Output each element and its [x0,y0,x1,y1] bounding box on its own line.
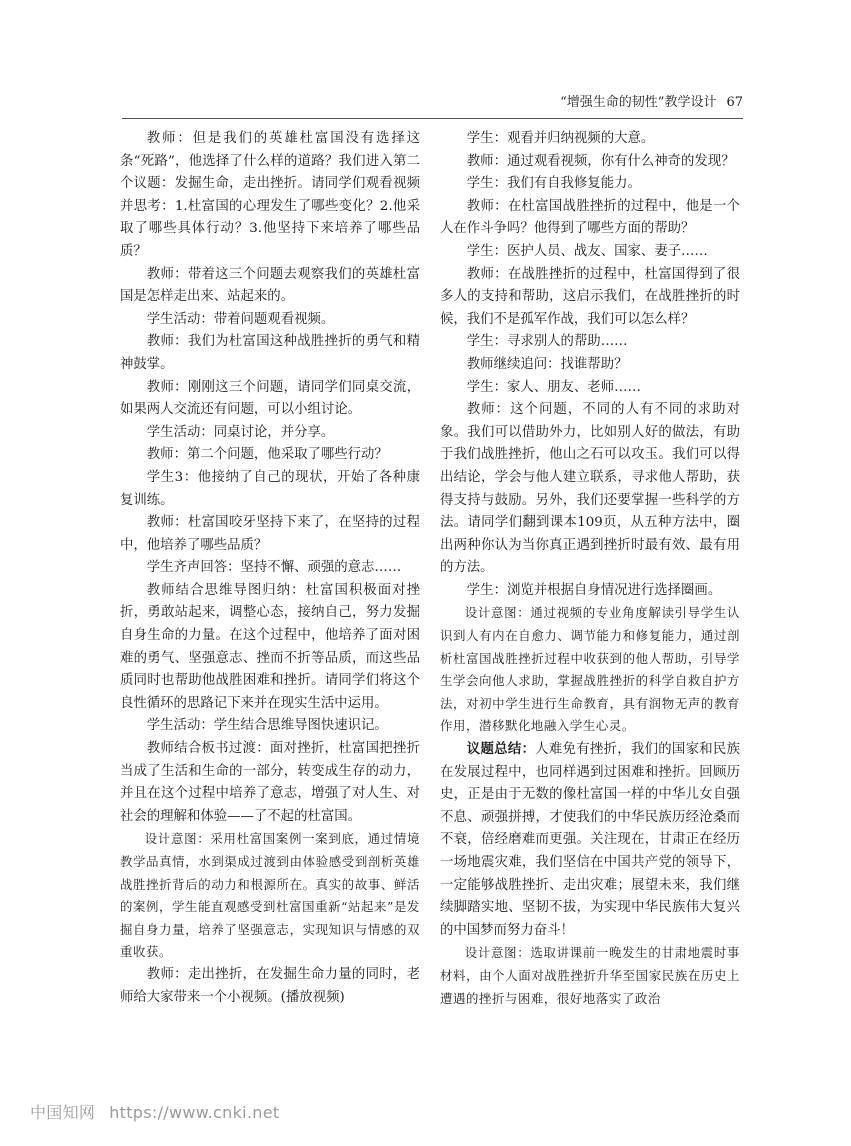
paragraph: 教师：杜富国咬牙坚持下来了，在坚持的过程中，他培养了哪些品质？ [120,515,420,553]
paragraph: 教师：在杜富国战胜挫折的过程中，他是一个人在作斗争吗？他得到了哪些方面的帮助？ [440,198,740,237]
design-intent-note: 设计意图：通过视频的专业角度解读引导学生认识到人有内在自愈力、调节能力和修复能力，通过剖析杜富国战胜挫折过程中收获到的他人帮助，引导学生学会向他人求助，掌握战胜挫折的科学自救自护方法，对初中学生进行生命教育，具有润物无声的教育作用，潜移默化地融入学生心灵。 [440,605,740,734]
paragraph: 学生3：他接纳了自己的现状，开始了各种康复训练。 [120,469,420,508]
cnki-watermark [30,1100,279,1123]
paragraph: 教师：带着这三个问题去观察我们的英雄杜富国是怎样走出来、站起来的。 [120,266,420,305]
header-title: “增强生命的韧性”教学设计 [560,95,717,110]
cnki-logo-text: 中国知网 [30,1103,96,1122]
paragraph: 教师：在战胜挫折的过程中，杜富国得到了很多人的支持和帮助，这启示我们，在战胜挫折的时候，我们不是孤军作战，我们可以怎么样？ [440,266,740,327]
summary-text: 人难免有挫折，我们的国家和民族在发展过程中，也同样遇到过困难和挫折。回顾历史，正是由于无数的像杜富国一样的中华儿女自强不息、顽强拼搏，才使我们的中华民族历经沧桑而不衰，倍经磨难而更强。关注现在，甘肃正在经历一场地震灾难，我们坚信在中国共产党的领导下，一定能够战胜挫折、走出灾难；展望未来，我们继续脚踏实地、坚韧不拔，为实现中华民族伟大复兴的中国梦而努力奋斗！ [440,742,741,938]
paragraph: 学生：我们有自我修复能力。 [466,176,641,192]
left-column [120,128,420,1009]
paragraph: 教师：通过观看视频，你有什么神奇的发现？ [466,153,735,169]
paragraph: 教师：刚刚这三个问题，请同学们同桌交流，如果两人交流还有问题，可以小组讨论。 [120,379,420,418]
right-column [440,128,740,1010]
page-number: 67 [726,95,743,110]
paragraph: 学生齐声回答：坚持不懈、顽强的意志…… [146,560,402,576]
paragraph: 教师结合板书过渡：面对挫折，杜富国把挫折当成了生活和生命的一部分，转变成生存的动力，并且在这个过程中培养了意志，增强了对人生、对社会的理解和体验——了不起的杜富国。 [120,741,420,824]
summary-label: 议题总结： [466,741,536,758]
paragraph: 教师：第二个问题，他采取了哪些行动？ [146,447,388,463]
paragraph: 教师：我们为杜富国这种战胜挫折的勇气和精神鼓掌。 [120,334,420,372]
paragraph: 学生：家人、朋友、老师…… [466,379,641,395]
paragraph: 教师：走出挫折，在发掘生命力量的同时，老师给大家带来一个小视频。(播放视频) [120,966,420,1005]
paragraph: 学生活动：带着问题观看视频。 [146,311,335,327]
paragraph: 学生：观看并归纳视频的大意。 [466,131,655,146]
paragraph: 学生：医护人员、战友、国家、妻子…… [466,243,708,259]
topic-summary [440,738,740,942]
paragraph: 教师继续追问：找谁帮助？ [466,356,628,372]
paragraph: 教师：但是我们的英雄杜富国没有选择这条“死路”，他选择了什么样的道路？我们进入第二个议题：发掘生命，走出挫折。请同学们观看视频并思考：1.杜富国的心理发生了哪些变化？2.他采取了哪些具体行动？3.他坚持下来培养了哪些品质？ [120,131,420,259]
running-header [122,92,743,119]
paragraph: 教师：这个问题，不同的人有不同的求助对象。我们可以借助外力，比如别人好的做法，有助于我们战胜挫折，他山之石可以攻玉。我们可以得出结论，学会与他人建立联系，寻求他人帮助，获得支持与鼓励。另外，我们还要掌握一些科学的方法。请同学们翻到课本109页，从五种方法中，圈出两种你认为当你真正遇到挫折时最有效、最有用的方法。 [440,402,740,576]
design-intent-note: 设计意图：选取讲课前一晚发生的甘肃地震时事材料，由个人面对战胜挫折升华至国家民族在历史上遭遇的挫折与困难，很好地落实了政治 [440,945,740,1006]
paragraph: 学生活动：学生结合思维导图快速识记。 [146,718,388,734]
paragraph: 学生活动：同桌讨论，并分享。 [146,424,335,440]
cnki-url: https://www.cnki.net [109,1103,280,1122]
paragraph: 教师结合思维导图归纳：杜富国积极面对挫折，勇敢站起来，调整心态，接纳自己，努力发掘自身生命的力量。在这个过程中，他培养了面对困难的勇气、坚强意志、挫而不折等品质，而这些品质同时也帮助他战胜困难和挫折。请同学们将这个良性循环的思路记下来并在现实生活中运用。 [120,582,420,711]
paragraph: 学生：浏览并根据自身情况进行选择圈画。 [466,582,722,598]
design-intent-note: 设计意图：采用杜富国案例一案到底，通过情境教学品真情，水到渠成过渡到由体验感受到剖析英雄战胜挫折背后的动力和根源所在。真实的故事、鲜活的案例，学生能直观感受到杜富国重新“站起来”是发掘自身力量，培养了坚强意志，实现知识与情感的双重收获。 [120,831,420,960]
paragraph: 学生：寻求别人的帮助…… [466,334,628,350]
